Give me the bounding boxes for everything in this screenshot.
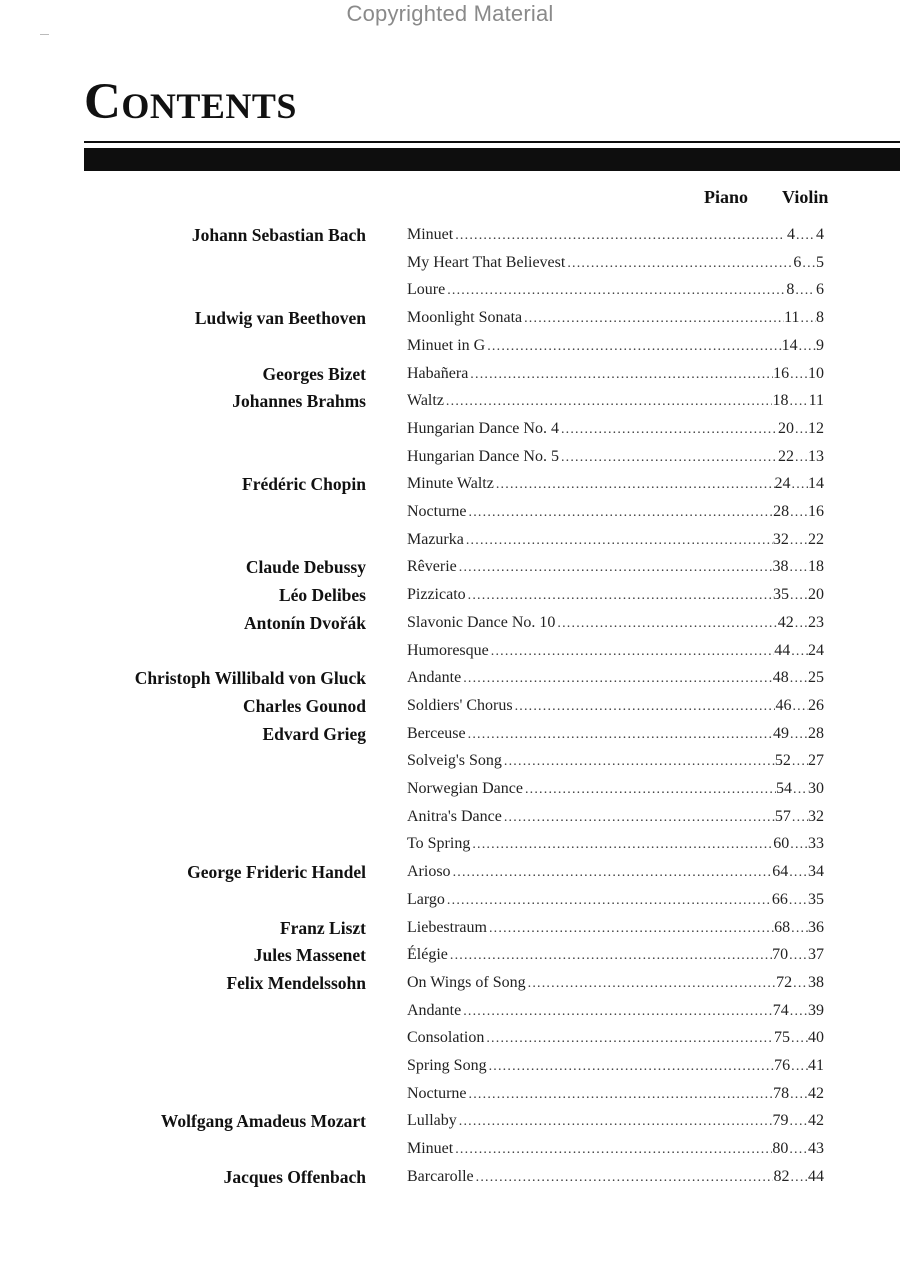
- piano-page-number: 22: [777, 448, 794, 465]
- piece-line: [407, 224, 824, 246]
- piece-title: Spring Song: [407, 1057, 487, 1074]
- toc-entry: [0, 335, 900, 357]
- toc-entry: [0, 279, 900, 301]
- piano-page-number: 8: [786, 281, 795, 298]
- piano-page-number: 16: [773, 365, 790, 382]
- dot-leader: [524, 308, 784, 330]
- piano-page-number: 80: [772, 1140, 789, 1157]
- piece-line: [407, 1055, 824, 1077]
- dot-leader: [789, 557, 808, 579]
- toc-entry: [0, 224, 900, 246]
- piano-page-number: 82: [773, 1168, 790, 1185]
- piano-page-number: 6: [793, 254, 802, 271]
- piece-line: [407, 695, 824, 717]
- dot-leader: [470, 364, 773, 386]
- piece-line: [407, 473, 824, 495]
- dot-leader: [496, 474, 775, 496]
- piece-title: Consolation: [407, 1029, 485, 1046]
- dot-leader: [791, 696, 808, 718]
- toc-entry: [0, 446, 900, 468]
- toc-entry: [0, 750, 900, 772]
- dot-leader: [487, 336, 781, 358]
- piano-page-number: 49: [773, 725, 790, 742]
- composer-name: Christoph Willibald von Gluck: [134, 668, 366, 688]
- dot-leader: [476, 1167, 774, 1189]
- toc-entry: [0, 861, 900, 883]
- piece-title: Solveig's Song: [407, 752, 502, 769]
- composer-name: Léo Delibes: [278, 585, 366, 605]
- copyright-watermark: Copyrighted Material: [346, 1, 554, 26]
- piece-line: [407, 917, 824, 939]
- piece-title: Slavonic Dance No. 10: [407, 614, 556, 631]
- violin-page-number: 10: [808, 365, 824, 382]
- dot-leader: [789, 1167, 808, 1189]
- dot-leader: [504, 751, 775, 773]
- composer-name: Felix Mendelssohn: [226, 973, 366, 993]
- dot-leader: [792, 779, 808, 801]
- violin-page-number: 42: [808, 1112, 824, 1129]
- dot-leader: [447, 890, 772, 912]
- piece-line: [407, 1138, 824, 1160]
- violin-page-number: 28: [808, 725, 824, 742]
- piece-line: [407, 750, 824, 772]
- dot-leader: [788, 1139, 808, 1161]
- piece-title: Barcarolle: [407, 1168, 474, 1185]
- violin-page-number: 23: [808, 614, 824, 631]
- piece-line: [407, 529, 824, 551]
- toc-entry: [0, 667, 900, 689]
- piano-page-number: 74: [772, 1002, 789, 1019]
- toc-entry: [0, 1000, 900, 1022]
- violin-page-number: 41: [808, 1057, 824, 1074]
- dot-leader: [794, 419, 808, 441]
- dot-leader: [788, 945, 808, 967]
- dot-leader: [450, 945, 772, 967]
- piece-title: To Spring: [407, 835, 471, 852]
- dot-leader: [792, 973, 808, 995]
- composer-name: Edvard Grieg: [262, 724, 366, 744]
- dot-leader: [567, 253, 793, 275]
- violin-page-number: 13: [808, 448, 824, 465]
- violin-page-number: 16: [808, 503, 824, 520]
- piano-page-number: 66: [771, 891, 788, 908]
- toc-entry: [0, 972, 900, 994]
- violin-page-number: 11: [808, 392, 824, 409]
- violin-page-number: 35: [808, 891, 824, 908]
- piano-page-number: 64: [772, 863, 789, 880]
- piece-title: Rêverie: [407, 558, 457, 575]
- violin-page-number: 27: [808, 752, 824, 769]
- piece-line: [407, 889, 824, 911]
- piece-line: [407, 667, 824, 689]
- violin-page-number: 4: [816, 226, 825, 243]
- toc-entry: [0, 1110, 900, 1132]
- title-rule-thin: [84, 141, 900, 143]
- composer-name: Franz Liszt: [279, 918, 366, 938]
- piece-title: Waltz: [407, 392, 444, 409]
- piece-title: Pizzicato: [407, 586, 466, 603]
- dot-leader: [459, 557, 773, 579]
- piece-line: [407, 252, 824, 274]
- toc-entry: [0, 612, 900, 634]
- piano-page-number: 46: [775, 697, 792, 714]
- dot-leader: [463, 668, 773, 690]
- violin-page-number: 33: [808, 835, 824, 852]
- piece-line: [407, 501, 824, 523]
- piece-title: Arioso: [407, 863, 451, 880]
- piano-page-number: 48: [772, 669, 789, 686]
- piano-page-number: 57: [774, 808, 791, 825]
- toc-entry: [0, 1138, 900, 1160]
- violin-page-number: 40: [808, 1029, 824, 1046]
- composer-name: Claude Debussy: [245, 557, 366, 577]
- piece-line: [407, 584, 824, 606]
- dot-leader: [789, 1084, 808, 1106]
- composer-name: Wolfgang Amadeus Mozart: [160, 1111, 366, 1131]
- toc-entry: [0, 390, 900, 412]
- piece-title: Minuet in G: [407, 337, 486, 354]
- composer-name: Georges Bizet: [262, 364, 366, 384]
- violin-page-number: 38: [808, 974, 824, 991]
- violin-page-number: 32: [808, 808, 824, 825]
- dot-leader: [557, 613, 777, 635]
- piano-page-number: 54: [776, 780, 793, 797]
- toc-entry: [0, 640, 900, 662]
- dot-leader: [469, 1084, 774, 1106]
- piece-title: Moonlight Sonata: [407, 309, 523, 326]
- piece-line: [407, 1027, 824, 1049]
- piano-page-number: 35: [773, 586, 790, 603]
- composer-name: Jules Massenet: [253, 945, 366, 965]
- piece-title: Andante: [407, 669, 462, 686]
- violin-page-number: 43: [808, 1140, 824, 1157]
- dot-leader: [469, 502, 774, 524]
- composer-name: Frédéric Chopin: [242, 474, 366, 494]
- violin-page-number: 12: [808, 420, 824, 437]
- piano-page-number: 44: [774, 642, 791, 659]
- dot-leader: [789, 1111, 808, 1133]
- toc-entry: [0, 889, 900, 911]
- piano-page-number: 38: [772, 558, 789, 575]
- dot-leader: [466, 530, 773, 552]
- piece-line: [407, 390, 824, 412]
- piece-title: My Heart That Believest: [407, 254, 566, 271]
- toc-entry: [0, 307, 900, 329]
- dot-leader: [788, 862, 808, 884]
- dot-leader: [788, 391, 808, 413]
- piece-title: Nocturne: [407, 1085, 467, 1102]
- piece-title: Minuet: [407, 226, 454, 243]
- dot-leader: [561, 419, 778, 441]
- piece-line: [407, 363, 824, 385]
- violin-page-number: 22: [808, 531, 824, 548]
- piece-line: [407, 1166, 824, 1188]
- piece-line: [407, 418, 824, 440]
- dot-leader: [447, 280, 784, 302]
- dot-leader: [789, 585, 808, 607]
- piece-line: [407, 307, 824, 329]
- dot-leader: [791, 751, 808, 773]
- piece-title: Mazurka: [407, 531, 464, 548]
- composer-name: Johannes Brahms: [232, 391, 366, 411]
- violin-page-number: 37: [808, 946, 824, 963]
- violin-page-number: 24: [808, 642, 824, 659]
- piece-line: [407, 806, 824, 828]
- toc-entry: [0, 252, 900, 274]
- dot-leader: [504, 807, 775, 829]
- dot-leader: [789, 834, 808, 856]
- dot-leader: [472, 834, 773, 856]
- piece-line: [407, 1083, 824, 1105]
- dot-leader: [791, 474, 809, 496]
- piece-line: [407, 1110, 824, 1132]
- dot-leader: [795, 225, 815, 247]
- violin-page-number: 30: [808, 780, 824, 797]
- piece-title: Anitra's Dance: [407, 808, 502, 825]
- toc-entry: [0, 418, 900, 440]
- piece-line: [407, 1000, 824, 1022]
- piece-line: [407, 944, 824, 966]
- dot-leader: [790, 641, 808, 663]
- piece-title: Liebestraum: [407, 919, 487, 936]
- piece-line: [407, 723, 824, 745]
- composer-name: Ludwig van Beethoven: [194, 308, 366, 328]
- violin-page-number: 6: [816, 281, 824, 298]
- toc-entry: [0, 584, 900, 606]
- dot-leader: [468, 585, 773, 607]
- piece-title: Nocturne: [407, 503, 467, 520]
- piece-title: Habañera: [407, 365, 469, 382]
- violin-page-number: 20: [808, 586, 824, 603]
- dot-leader: [789, 364, 808, 386]
- piece-line: [407, 861, 824, 883]
- piece-title: Hungarian Dance No. 5: [407, 448, 559, 465]
- piece-line: [407, 972, 824, 994]
- dot-leader: [489, 918, 774, 940]
- piece-line: [407, 833, 824, 855]
- piano-page-number: 72: [776, 974, 793, 991]
- dot-leader: [789, 724, 808, 746]
- toc-entry: [0, 944, 900, 966]
- toc-entry: [0, 363, 900, 385]
- piano-page-number: 52: [774, 752, 791, 769]
- toc-entry: [0, 1166, 900, 1188]
- dot-leader: [561, 447, 778, 469]
- dot-leader: [798, 336, 816, 358]
- composer-name: Charles Gounod: [242, 696, 366, 716]
- violin-page-number: 25: [808, 669, 824, 686]
- piece-title: Minuet: [407, 1140, 454, 1157]
- piece-title: Élégie: [407, 946, 448, 963]
- dot-leader: [791, 807, 808, 829]
- dot-leader: [794, 447, 808, 469]
- piano-page-number: 32: [772, 531, 789, 548]
- toc-entry: [0, 723, 900, 745]
- violin-page-number: 34: [808, 863, 824, 880]
- piece-line: [407, 778, 824, 800]
- toc-entry: [0, 529, 900, 551]
- toc-entry: [0, 833, 900, 855]
- dot-leader: [446, 391, 773, 413]
- piano-page-number: 76: [774, 1057, 791, 1074]
- dot-leader: [790, 1056, 808, 1078]
- piece-line: [407, 446, 824, 468]
- dot-leader: [789, 668, 808, 690]
- piece-title: Andante: [407, 1002, 462, 1019]
- violin-page-number: 42: [808, 1085, 824, 1102]
- piece-line: [407, 279, 824, 301]
- dot-leader: [468, 724, 773, 746]
- dot-leader: [790, 1028, 808, 1050]
- piece-line: [407, 556, 824, 578]
- toc-entry: [0, 473, 900, 495]
- piano-page-number: 14: [781, 337, 798, 354]
- piece-title: Largo: [407, 891, 445, 908]
- composer-name: Jacques Offenbach: [223, 1167, 366, 1187]
- toc-entry: [0, 917, 900, 939]
- dot-leader: [789, 502, 808, 524]
- dot-leader: [790, 918, 808, 940]
- piece-title: Loure: [407, 281, 446, 298]
- piano-page-number: 18: [772, 392, 789, 409]
- violin-page-number: 26: [808, 697, 824, 714]
- violin-page-number: 8: [816, 309, 824, 326]
- piece-title: Lullaby: [407, 1112, 457, 1129]
- toc-entry: [0, 556, 900, 578]
- dot-leader: [489, 1056, 775, 1078]
- dot-leader: [789, 530, 808, 552]
- piece-title: Berceuse: [407, 725, 466, 742]
- piece-title: Humoresque: [407, 642, 489, 659]
- dot-leader: [800, 308, 816, 330]
- dot-leader: [455, 225, 784, 247]
- piece-title: Norwegian Dance: [407, 780, 523, 797]
- piece-title: Hungarian Dance No. 4: [407, 420, 559, 437]
- piece-line: [407, 640, 824, 662]
- piano-page-number: 11: [784, 309, 800, 326]
- piano-page-number: 70: [772, 946, 789, 963]
- piece-title: Soldiers' Chorus: [407, 697, 513, 714]
- dot-leader: [459, 1111, 773, 1133]
- piano-column-header: Piano: [704, 187, 749, 207]
- violin-column-header: Violin: [782, 187, 829, 207]
- piano-page-number: 24: [774, 475, 791, 492]
- toc-entry: [0, 778, 900, 800]
- dot-leader: [525, 779, 776, 801]
- piano-page-number: 68: [774, 919, 791, 936]
- piano-page-number: 78: [773, 1085, 790, 1102]
- violin-page-number: 9: [816, 337, 824, 354]
- composer-name: Johann Sebastian Bach: [191, 225, 366, 245]
- toc-entry: [0, 1083, 900, 1105]
- violin-page-number: 44: [808, 1168, 824, 1185]
- dot-leader: [801, 253, 816, 275]
- piece-title: On Wings of Song: [407, 974, 526, 991]
- piece-line: [407, 335, 824, 357]
- toc-entry: [0, 695, 900, 717]
- piano-page-number: 60: [773, 835, 790, 852]
- toc-entry: [0, 806, 900, 828]
- dot-leader: [463, 1001, 773, 1023]
- dot-leader: [788, 890, 808, 912]
- piece-title: Minute Waltz: [407, 475, 494, 492]
- dot-leader: [789, 1001, 808, 1023]
- dot-leader: [486, 1028, 774, 1050]
- piano-page-number: 79: [772, 1112, 789, 1129]
- violin-page-number: 39: [808, 1002, 824, 1019]
- violin-page-number: 36: [808, 919, 824, 936]
- violin-page-number: 5: [816, 254, 824, 271]
- toc-entry: [0, 501, 900, 523]
- violin-page-number: 18: [808, 558, 824, 575]
- composer-name: Antonín Dvořák: [243, 613, 366, 633]
- piano-page-number: 75: [774, 1029, 790, 1046]
- page-title: Contents: [84, 74, 297, 130]
- piano-page-number: 28: [773, 503, 790, 520]
- composer-name: George Frideric Handel: [187, 862, 366, 882]
- dot-leader: [515, 696, 776, 718]
- toc-entry: [0, 1055, 900, 1077]
- dot-leader: [528, 973, 777, 995]
- title-rule-thick: [84, 148, 900, 171]
- piano-page-number: 4: [786, 226, 795, 243]
- dot-leader: [491, 641, 774, 663]
- dot-leader: [794, 280, 815, 302]
- dot-leader: [453, 862, 773, 884]
- violin-page-number: 14: [808, 475, 824, 492]
- piano-page-number: 42: [777, 614, 794, 631]
- piece-line: [407, 612, 824, 634]
- toc-entry: [0, 1027, 900, 1049]
- corner-mark: [40, 34, 49, 35]
- piano-page-number: 20: [777, 420, 794, 437]
- dot-leader: [455, 1139, 772, 1161]
- dot-leader: [794, 613, 808, 635]
